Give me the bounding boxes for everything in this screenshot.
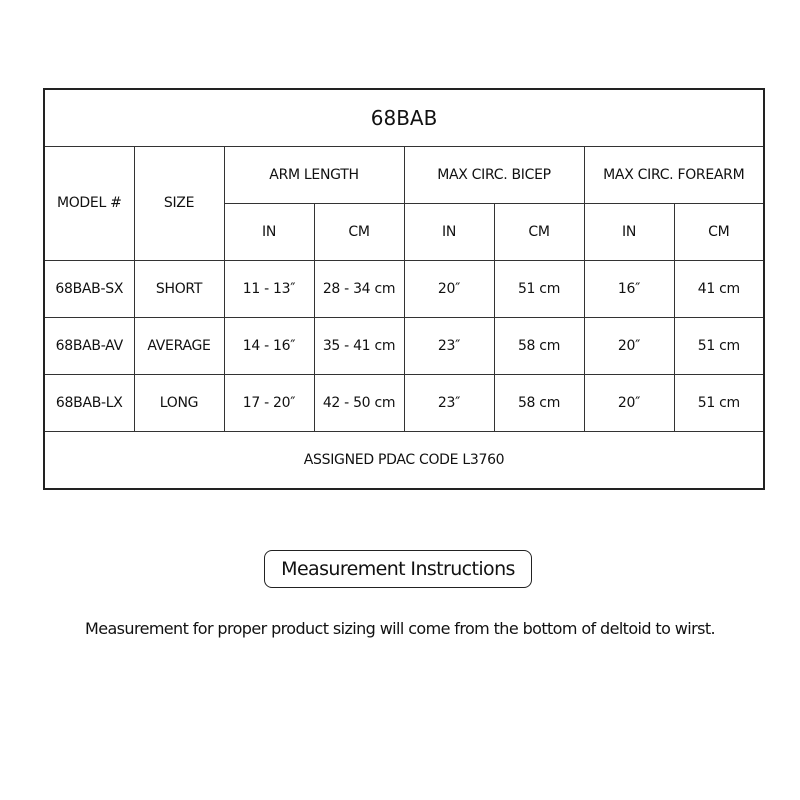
unit-header: CM [494, 203, 584, 260]
unit-header: IN [224, 203, 314, 260]
table-row [44, 317, 764, 374]
unit-header: CM [674, 203, 764, 260]
cell-model: 68BAB-AV [44, 317, 134, 374]
cell-forearm-cm: 41 cm [674, 260, 764, 317]
header-model: MODEL # [44, 146, 134, 260]
pdac-code: ASSIGNED PDAC CODE L3760 [44, 431, 764, 489]
cell-model: 68BAB-LX [44, 374, 134, 431]
cell-size: LONG [134, 374, 224, 431]
sizing-table [43, 88, 765, 490]
cell-bicep-in: 20″ [404, 260, 494, 317]
table-row [44, 260, 764, 317]
cell-size: AVERAGE [134, 317, 224, 374]
cell-arm-cm: 42 - 50 cm [314, 374, 404, 431]
cell-size: SHORT [134, 260, 224, 317]
cell-arm-cm: 35 - 41 cm [314, 317, 404, 374]
cell-bicep-cm: 51 cm [494, 260, 584, 317]
cell-arm-in: 11 - 13″ [224, 260, 314, 317]
cell-bicep-cm: 58 cm [494, 317, 584, 374]
table-title: 68BAB [44, 89, 764, 146]
cell-bicep-cm: 58 cm [494, 374, 584, 431]
header-bicep: MAX CIRC. BICEP [404, 146, 584, 203]
unit-header: IN [584, 203, 674, 260]
cell-arm-cm: 28 - 34 cm [314, 260, 404, 317]
cell-bicep-in: 23″ [404, 374, 494, 431]
cell-arm-in: 14 - 16″ [224, 317, 314, 374]
instructions-text: Measurement for proper product sizing will come from the bottom of deltoid to wirst. [85, 619, 715, 638]
header-size: SIZE [134, 146, 224, 260]
cell-forearm-cm: 51 cm [674, 374, 764, 431]
cell-forearm-in: 20″ [584, 374, 674, 431]
header-arm-length: ARM LENGTH [224, 146, 404, 203]
header-forearm: MAX CIRC. FOREARM [584, 146, 764, 203]
cell-model: 68BAB-SX [44, 260, 134, 317]
cell-forearm-in: 16″ [584, 260, 674, 317]
table-row [44, 374, 764, 431]
unit-header: CM [314, 203, 404, 260]
unit-header: IN [404, 203, 494, 260]
instructions-heading: Measurement Instructions [264, 550, 532, 588]
cell-bicep-in: 23″ [404, 317, 494, 374]
cell-forearm-in: 20″ [584, 317, 674, 374]
cell-arm-in: 17 - 20″ [224, 374, 314, 431]
cell-forearm-cm: 51 cm [674, 317, 764, 374]
